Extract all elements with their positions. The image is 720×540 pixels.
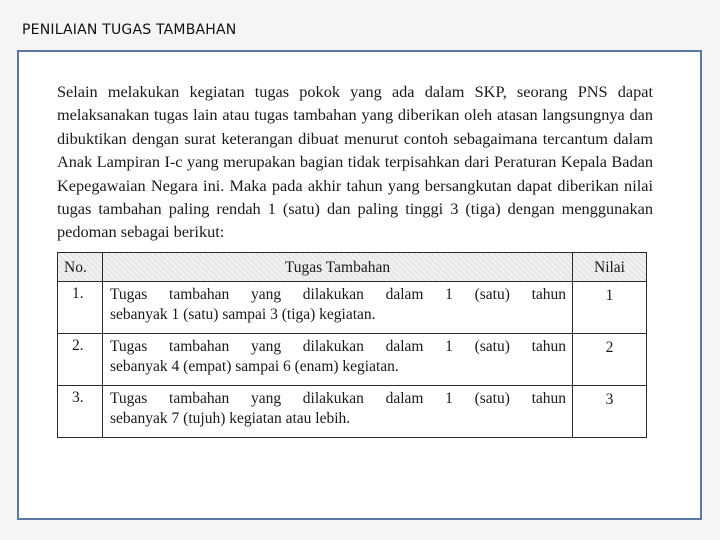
row-task [103, 281, 573, 333]
table-row [58, 385, 647, 437]
row-task-line1: Tugas tambahan yang dilakukan dalam 1 (satu) tahun [110, 337, 566, 355]
intro-paragraph: Selain melakukan kegiatan tugas pokok yang ada dalam SKP, seorang PNS dapat melaksanakan tugas lain atau tugas tambahan yang diberikan oleh atasan langsungnya dan dibuktikan dengan surat keterangan dibuat menurut contoh sebagaimana tercantum dalam Anak Lampiran I-c yang merupakan bagian tidak terpisahkan dari Peraturan Kepala Badan Kepegawaian Negara ini. Maka pada akhir tahun yang bersangkutan dapat diberikan nilai tugas tambahan paling rendah 1 (satu) dan paling tinggi 3 (tiga) dengan menggunakan pedoman sebagai berikut: [57, 82, 653, 242]
row-task-line2: sebanyak 7 (tujuh) kegiatan atau lebih. [110, 409, 351, 427]
slide-title: PENILAIAN TUGAS TAMBAHAN [22, 22, 237, 38]
row-value: 3 [573, 385, 647, 437]
row-task-line1: Tugas tambahan yang dilakukan dalam 1 (satu) tahun [110, 389, 566, 407]
row-task-line1: Tugas tambahan yang dilakukan dalam 1 (satu) tahun [110, 285, 566, 303]
header-value: Nilai [573, 252, 647, 281]
scoring-table [57, 252, 647, 438]
row-task [103, 333, 573, 385]
row-value: 1 [573, 281, 647, 333]
row-number: 3. [58, 385, 103, 437]
table-row [58, 281, 647, 333]
row-number: 2. [58, 333, 103, 385]
header-no: No. [58, 252, 103, 281]
row-value: 2 [573, 333, 647, 385]
row-task [103, 385, 573, 437]
row-task-line2: sebanyak 4 (empat) sampai 6 (enam) kegiatan. [110, 357, 399, 375]
document-frame [17, 50, 702, 520]
table-row [58, 333, 647, 385]
row-task-line2: sebanyak 1 (satu) sampai 3 (tiga) kegiatan. [110, 305, 376, 323]
row-number: 1. [58, 281, 103, 333]
scanned-document [57, 80, 653, 438]
header-task: Tugas Tambahan [103, 252, 573, 281]
table-header-row [58, 252, 647, 281]
